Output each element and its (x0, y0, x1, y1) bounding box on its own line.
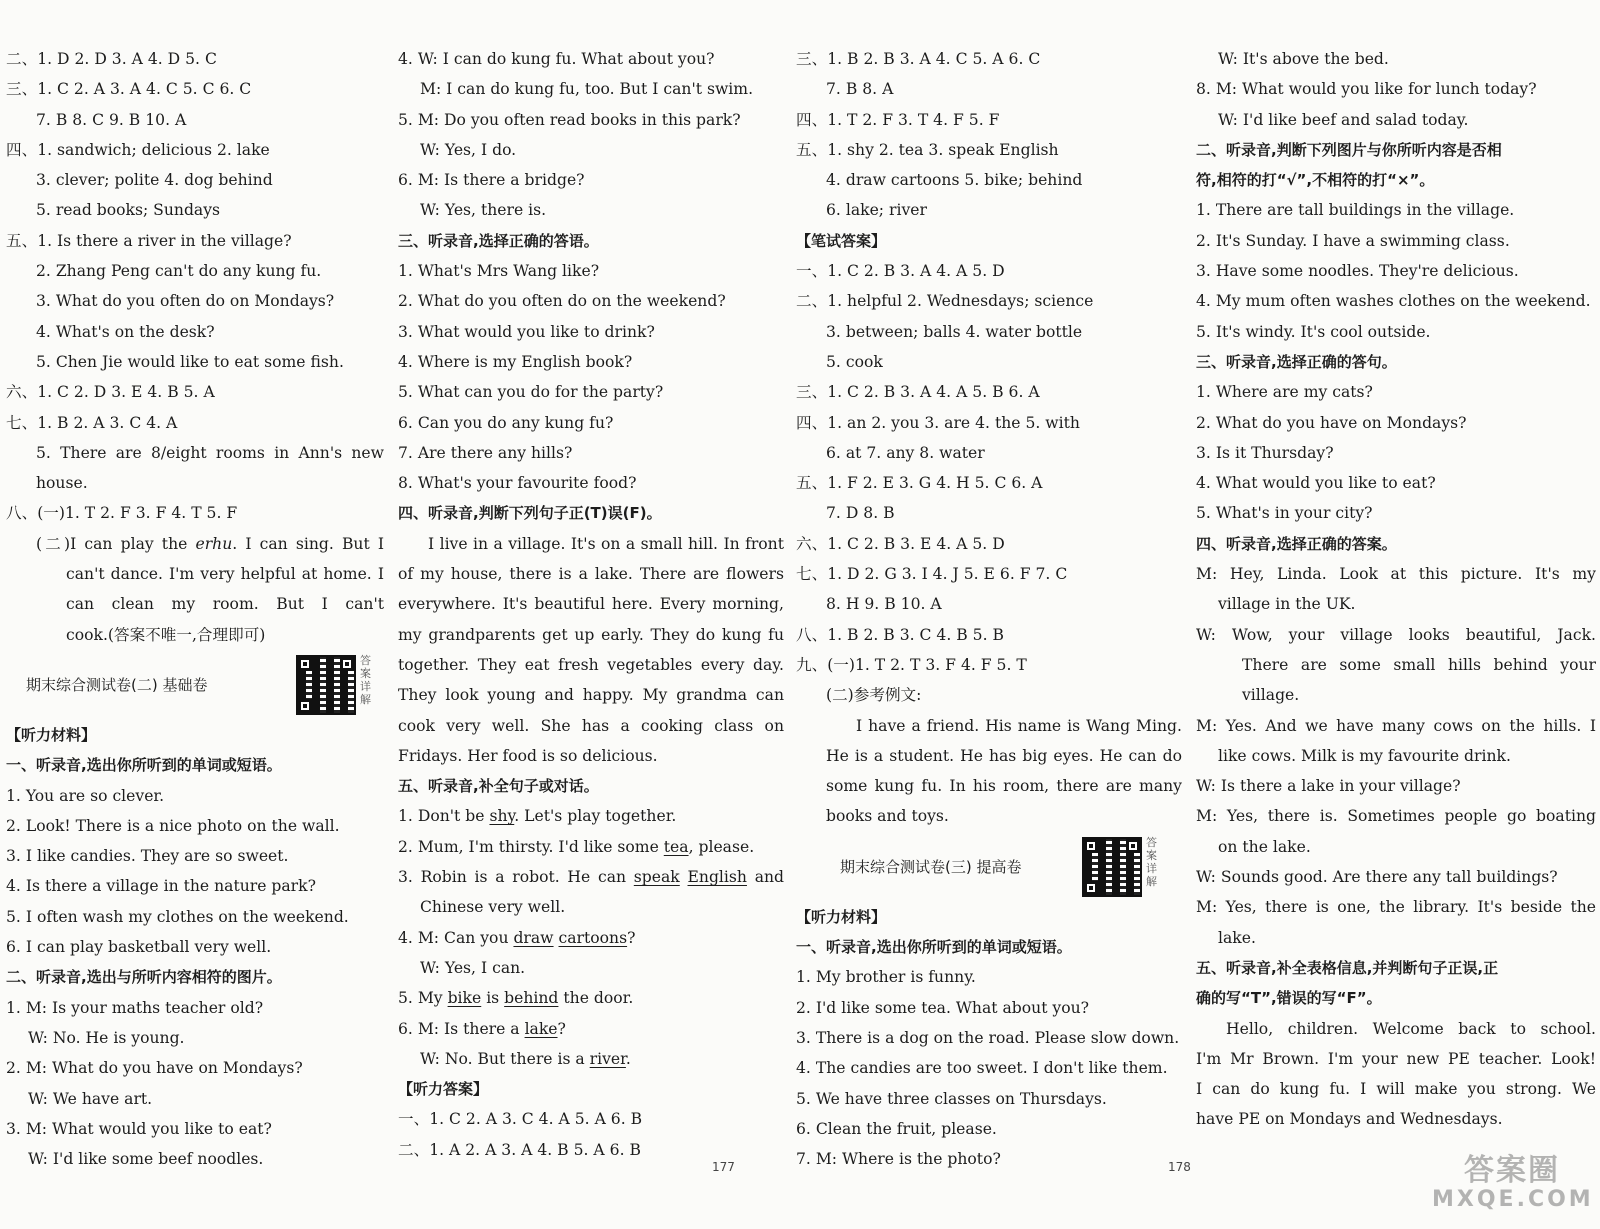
text-line: 5. M: Do you often read books in this park? (398, 110, 741, 129)
text-line: 4. What would you like to eat? (1196, 474, 1436, 493)
text-line: 8. M: What would you like for lunch today? (1196, 80, 1537, 99)
answer-line: 一、1. C 2. B 3. A 4. A 5. D (796, 262, 1005, 281)
text-line: W: We have art. (28, 1089, 153, 1108)
paragraph-line: books and toys. (826, 807, 949, 826)
text-line: W: It's above the bed. (1218, 50, 1389, 68)
paragraph-line: Hello, children. Welcome back to school. (1226, 1019, 1596, 1038)
text-line: 3. There is a dog on the road. Please slow down. (796, 1028, 1180, 1047)
dialog-line: There are some small hills behind your (1242, 655, 1596, 674)
text-line: 8. What's your favourite food? (398, 474, 637, 493)
answer-line: 七、1. D 2. G 3. I 4. J 5. E 6. F 7. C (796, 565, 1068, 584)
answer-line: 5. read books; Sundays (36, 201, 221, 220)
answer-line: 5. Chen Jie would like to eat some fish. (36, 352, 344, 371)
section-heading: 二、听录音,选出与所听内容相符的图片。 (6, 968, 282, 987)
answer-line: 3. What do you often do on Mondays? (36, 292, 335, 311)
text-line: 7. M: Where is the photo? (796, 1150, 1001, 1169)
section-heading: 五、听录音,补全句子或对话。 (398, 777, 599, 796)
text-line: 5. We have three classes on Thursdays. (796, 1089, 1107, 1108)
text-line: 1. Where are my cats? (1196, 383, 1373, 402)
answer-line: 3. clever; polite 4. dog behind (36, 171, 273, 190)
section-heading: 【听力答案】 (398, 1080, 489, 1099)
text-line: 6. M: Is there a lake? (398, 1019, 566, 1038)
answer-line: 三、1. B 2. B 3. A 4. C 5. A 6. C (796, 50, 1041, 68)
text-line: 4. My mum often washes clothes on the weekend. (1196, 292, 1591, 311)
dialog-line: W: Sounds good. Are there any tall buildings? (1196, 868, 1558, 887)
answer-line: 六、1. C 2. D 3. E 4. B 5. A (6, 383, 215, 402)
dialog-line: lake. (1218, 928, 1256, 947)
answer-line: 6. at 7. any 8. water (826, 443, 985, 462)
text-line: 3. Have some noodles. They're delicious. (1196, 262, 1519, 281)
section-heading: 四、听录音,判断下列句子正(T)误(F)。 (398, 504, 662, 523)
text-line: 3. Robin is a robot. He can speak English and (398, 868, 784, 887)
text-line: 1. Don't be shy. Let's play together. (398, 807, 677, 826)
answer-line: (二)I can play the erhu. I can sing. But I (36, 534, 384, 553)
section-heading: 二、听录音,判断下列图片与你所听内容是否相 (1196, 140, 1502, 159)
paragraph-line: Fridays. Her food is so delicious. (398, 746, 658, 765)
text-line: 2. What do you have on Mondays? (1196, 413, 1467, 432)
paragraph-line: everywhere. It's beautiful here. Every morning, (398, 595, 784, 614)
text-line: 5. It's windy. It's cool outside. (1196, 322, 1431, 341)
answer-line: 二、1. A 2. A 3. A 4. B 5. A 6. B (398, 1140, 641, 1159)
paragraph-line: of my house, there is a lake. There are flowers (398, 565, 784, 584)
answer-line: 六、1. C 2. B 3. E 4. A 5. D (796, 534, 1005, 553)
test-title-text: 期末综合测试卷(二) 基础卷 (26, 675, 208, 694)
answer-line: 2. Zhang Peng can't do any kung fu. (36, 262, 322, 281)
answer-line: can clean my room. But I can't (66, 595, 384, 614)
answer-line: 4. What's on the desk? (36, 322, 215, 341)
section-heading: 一、听录音,选出你所听到的单词或短语。 (796, 938, 1072, 957)
text-line: 6. I can play basketball very well. (6, 938, 272, 957)
answer-line: 4. draw cartoons 5. bike; behind (826, 171, 1083, 190)
text-line: W: Yes, there is. (420, 201, 547, 220)
section-heading: 三、听录音,选择正确的答语。 (398, 231, 599, 250)
answer-line: 8. H 9. B 10. A (826, 595, 942, 614)
answer-line: 三、1. C 2. A 3. A 4. C 5. C 6. C (6, 80, 252, 99)
text-line: M: I can do kung fu, too. But I can't swim. (420, 80, 754, 99)
answer-line: 八、1. B 2. B 3. C 4. B 5. B (796, 625, 1004, 644)
dialog-line: M: Yes. And we have many cows on the hills. I (1196, 716, 1596, 735)
dialog-line: M: Yes, there is one, the library. It's beside the (1196, 898, 1596, 917)
text-line: 3. What would you like to drink? (398, 322, 655, 341)
text-line: W: I'd like beef and salad today. (1218, 110, 1469, 129)
dialog-line: like cows. Milk is my favourite drink. (1218, 746, 1511, 765)
paragraph-line: I can do kung fu. I will make you strong. We (1196, 1080, 1596, 1099)
section-heading: 三、听录音,选择正确的答句。 (1196, 352, 1397, 371)
paragraph-line: I have a friend. His name is Wang Ming. (856, 716, 1182, 735)
paragraph-line: I live in a village. It's on a small hill. In front (428, 534, 784, 553)
column-1 (6, 44, 384, 1174)
answer-line: house. (36, 474, 88, 493)
answer-line: 二、1. helpful 2. Wednesdays; science (796, 292, 1094, 311)
text-line: 2. It's Sunday. I have a swimming class. (1196, 231, 1510, 250)
qr-code-icon (1082, 837, 1142, 897)
answer-line: 5. There are 8/eight rooms in Ann's new (36, 443, 384, 462)
test-title-2 (6, 650, 384, 720)
answer-line: 八、(一)1. T 2. F 3. F 4. T 5. F (6, 504, 238, 523)
text-line: 4. Is there a village in the nature park? (6, 877, 316, 896)
text-line: 4. The candies are too sweet. I don't like them. (796, 1059, 1168, 1078)
paragraph-line: my grandparents get up early. They do kung fu (398, 625, 784, 644)
answer-line: 6. lake; river (826, 201, 927, 220)
section-heading: 五、听录音,补全表格信息,并判断句子正误,正 (1196, 958, 1499, 977)
answer-line: cook.(答案不唯一,合理即可) (66, 625, 266, 644)
dialog-line: on the lake. (1218, 837, 1311, 856)
column-2 (398, 44, 784, 1165)
answer-line: 四、1. sandwich; delicious 2. lake (6, 140, 270, 159)
paragraph-line: have PE on Mondays and Wednesdays. (1196, 1110, 1503, 1129)
text-line: W: No. He is young. (28, 1028, 185, 1047)
section-heading: 确的写“T”,错误的写“F”。 (1196, 989, 1382, 1008)
answer-line: 7. B 8. A (826, 80, 894, 99)
dialog-line: M: Yes, there is. Sometimes people go boating (1196, 807, 1596, 826)
text-line: 2. Look! There is a nice photo on the wall. (6, 816, 340, 835)
text-line: 6. M: Is there a bridge? (398, 171, 585, 190)
qr-side-label: 答案详解 (360, 653, 371, 706)
answer-line: 四、1. an 2. you 3. are 4. the 5. with (796, 413, 1080, 432)
text-line: 2. Mum, I'm thirsty. I'd like some tea, please. (398, 837, 755, 856)
answer-line: 二、1. D 2. D 3. A 4. D 5. C (6, 50, 217, 68)
text-line: 7. Are there any hills? (398, 443, 573, 462)
text-line: 3. I like candies. They are so sweet. (6, 847, 289, 866)
text-line: W: Yes, I do. (420, 140, 517, 159)
text-line: 3. M: What would you like to eat? (6, 1119, 272, 1138)
answer-line: 五、1. Is there a river in the village? (6, 231, 292, 250)
answer-line: 一、1. C 2. A 3. C 4. A 5. A 6. B (398, 1110, 643, 1129)
watermark (1432, 1153, 1592, 1215)
answer-line: 7. B 8. C 9. B 10. A (36, 110, 187, 129)
column-4 (1196, 44, 1596, 1135)
text-line: W: Yes, I can. (420, 958, 526, 977)
text-line: 2. What do you often do on the weekend? (398, 292, 726, 311)
section-heading: 四、听录音,选择正确的答案。 (1196, 534, 1397, 553)
test-title-3 (796, 832, 1182, 902)
dialog-line: village in the UK. (1218, 595, 1356, 614)
paragraph-line: together. They eat fresh vegetables every day. (398, 655, 784, 674)
dialog-line: M: Hey, Linda. Look at this picture. It's my (1196, 565, 1596, 584)
paragraph-line: cook very well. She has a cooking class on (398, 716, 784, 735)
watermark-text: 答案圈 (1464, 1153, 1560, 1188)
text-line: 4. W: I can do kung fu. What about you? (398, 50, 715, 68)
answer-line: 5. cook (826, 352, 883, 371)
paragraph-line: I'm Mr Brown. I'm your new PE teacher. Look! (1196, 1049, 1596, 1068)
text-line: 5. I often wash my clothes on the weekend. (6, 907, 349, 926)
section-heading: 【笔试答案】 (796, 231, 887, 250)
section-heading: 符,相符的打“√”,不相符的打“×”。 (1196, 171, 1435, 190)
dialog-line: village. (1242, 686, 1300, 705)
section-heading: 【听力材料】 (796, 907, 887, 926)
text-line: 5. What can you do for the party? (398, 383, 664, 402)
text-line: W: No. But there is a river. (420, 1049, 631, 1068)
text-line: 4. M: Can you draw cartoons? (398, 928, 636, 947)
text-line: 3. Is it Thursday? (1196, 443, 1334, 462)
answer-line: 三、1. C 2. B 3. A 4. A 5. B 6. A (796, 383, 1040, 402)
qr-code-icon (296, 655, 356, 715)
text-line: 2. M: What do you have on Mondays? (6, 1059, 303, 1078)
text-line: 1. What's Mrs Wang like? (398, 262, 600, 281)
answer-line: (二)参考例文: (826, 686, 922, 705)
answer-line: 7. D 8. B (826, 504, 895, 523)
text-line: 1. You are so clever. (6, 786, 165, 805)
test-title-text: 期末综合测试卷(三) 提高卷 (840, 857, 1022, 876)
text-line: 2. I'd like some tea. What about you? (796, 998, 1090, 1017)
answer-line: 五、1. shy 2. tea 3. speak English (796, 140, 1059, 159)
answer-line: can't dance. I'm very helpful at home. I (66, 565, 384, 584)
text-line: 1. There are tall buildings in the village. (1196, 201, 1515, 220)
paragraph-line: He is a student. He has big eyes. He can do (826, 746, 1182, 765)
dialog-line: W: Wow, your village looks beautiful, Jack. (1196, 625, 1596, 644)
text-line: 5. My bike is behind the door. (398, 989, 634, 1008)
text-line: 4. Where is my English book? (398, 352, 633, 371)
section-heading: 一、听录音,选出你所听到的单词或短语。 (6, 756, 282, 775)
answer-line: 九、(一)1. T 2. T 3. F 4. F 5. T (796, 655, 1027, 674)
text-line: W: I'd like some beef noodles. (28, 1150, 264, 1169)
answer-line: 3. between; balls 4. water bottle (826, 322, 1083, 341)
column-3 (796, 44, 1182, 1174)
text-line: 1. My brother is funny. (796, 968, 976, 987)
paragraph-line: some kung fu. In his room, there are many (826, 777, 1182, 796)
text-line: 1. M: Is your maths teacher old? (6, 998, 264, 1017)
dialog-line: W: Is there a lake in your village? (1196, 777, 1461, 796)
text-line: 6. Can you do any kung fu? (398, 413, 614, 432)
answer-line: 四、1. T 2. F 3. T 4. F 5. F (796, 110, 1000, 129)
section-heading: 【听力材料】 (6, 725, 97, 744)
paragraph-line: They look young and happy. My grandma can (398, 686, 784, 705)
answer-line: 七、1. B 2. A 3. C 4. A (6, 413, 178, 432)
text-line: 6. Clean the fruit, please. (796, 1119, 997, 1138)
watermark-url: MXQE.COM (1432, 1187, 1594, 1212)
text-line: 5. What's in your city? (1196, 504, 1373, 523)
page-number: 177 (712, 1160, 735, 1174)
page-number: 178 (1168, 1160, 1191, 1174)
qr-side-label: 答案详解 (1146, 835, 1157, 888)
answer-line: 五、1. F 2. E 3. G 4. H 5. C 6. A (796, 474, 1043, 493)
text-line: Chinese very well. (420, 898, 566, 917)
